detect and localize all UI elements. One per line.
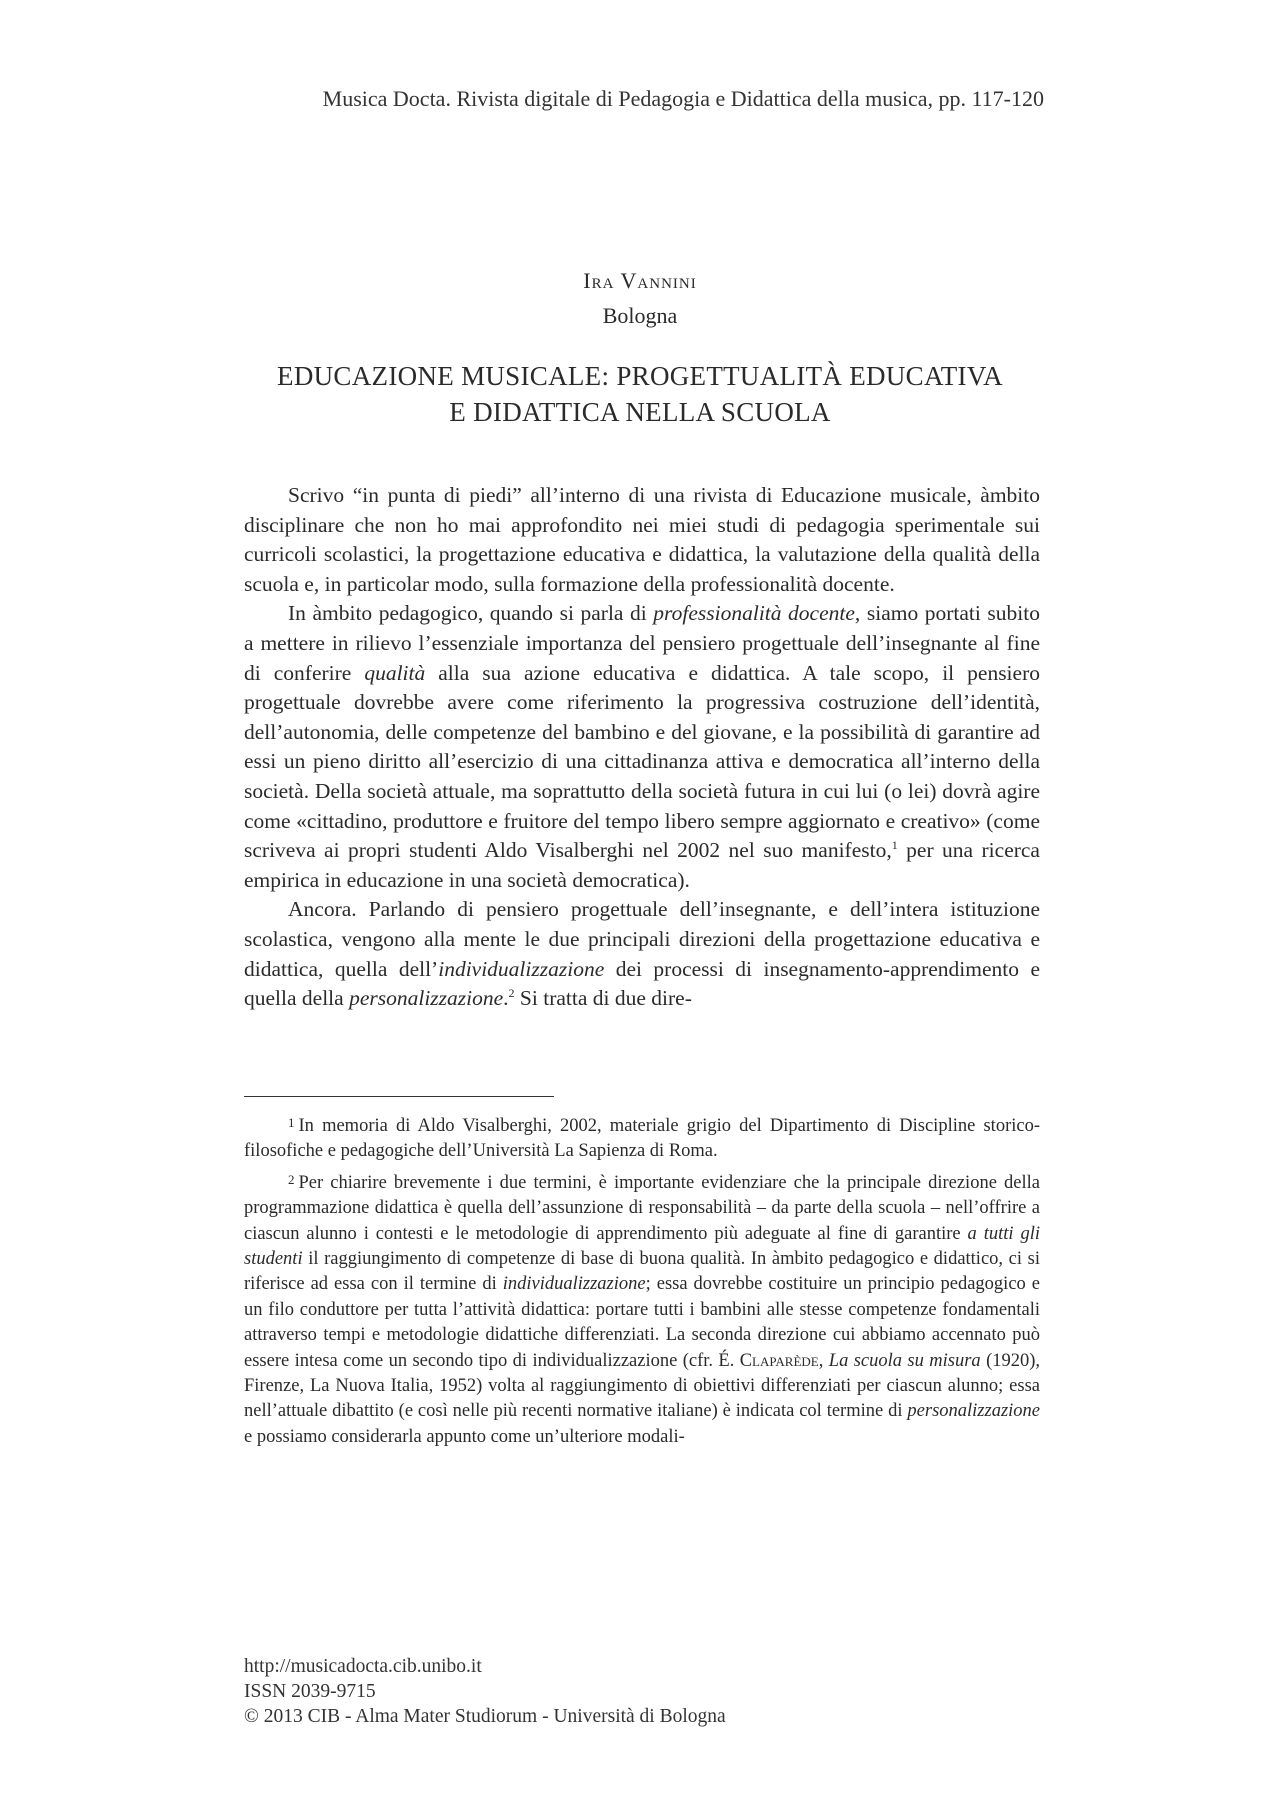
page-footer xyxy=(244,1654,726,1729)
title-line-2: E DIDATTICA NELLA SCUOLA xyxy=(449,397,831,427)
footnote-2: $^2$ Per chiarire brevemente i due termini, è importante evidenziare che la principale direzione della programmazione didattica è quella dell’assunzione di responsabilità – da parte della scuola – nell’offrire a ciascun alunno i contesti e le metodologie di apprendimento più adeguate al fine di garantire a tutti gli studenti il raggiungimento di competenze di base di buona qualità. In àmbito pedagogico e didattico, ci si riferisce ad essa con il termine di individualizzazione; essa dovrebbe costituire un principio pedagogico e un filo conduttore per tutta l’attività didattica: portare tutti i bambini alle stesse competenze fondamentali attraverso tempi e metodologie didattiche differenziati. La seconda direzione cui abbiamo accennato può essere intesa come un secondo tipo di individualizzazione (cfr. É. Claparède, La scuola su misura (1920), Firenze, La Nuova Italia, 1952) volta al raggiungimento di obiettivi differenziati per ciascun alunno; essa nell’attuale dibattito (e così nelle più recenti normative italiane) è indicata col termine di personalizzazione e possiamo considerarla appunto come un’ulteriore modali- xyxy=(244,1171,1041,1447)
footnote-divider xyxy=(244,1096,554,1097)
footnote-number-2: 2 xyxy=(288,1171,295,1187)
footnote-1: $^1$ In memoria di Aldo Visalberghi, 2002, materiale grigio del Dipartimento di Discipline storico-filosofiche e pedagogiche dell’Università La Sapienza di Roma. xyxy=(244,1115,1040,1162)
footnotes xyxy=(244,1110,1040,1452)
article-body xyxy=(244,481,1040,1014)
article-title xyxy=(0,358,1280,430)
paragraph-2: In àmbito pedagogico, quando si parla di professionalità docente, siamo portati subito a mettere in rilievo l’essenziale importanza del pensiero progettuale dell’insegnante al fine di conferire qualità alla sua azione educativa e didattica. A tale scopo, il pensiero progettuale dovrebbe avere come riferimento la progressiva costruzione dell’identità, dell’autonomia, delle competenze del bambino e del giovane, e la possibilità di garantire ad essi un pieno diritto all’esercizio di una cittadinanza attiva e democratica all’interno della società. Della società attuale, ma soprattutto della società futura in cui lui (o lei) dovrà agire come «cittadino, produttore e fruitore del tempo libero sempre aggiornato e creativo» (come scriveva ai propri studenti Aldo Visalberghi nel 2002 nel suo manifesto,$^1$ per una ricerca empirica in educazione in una società democratica). xyxy=(244,601,1040,892)
author-name: Ira Vannini xyxy=(583,268,697,293)
footnote-ref-2[interactable]: 2 xyxy=(508,985,515,1000)
footnote-ref-1[interactable]: 1 xyxy=(891,837,898,852)
title-line-1: EDUCAZIONE MUSICALE: PROGETTUALITÀ EDUCATIVA xyxy=(277,361,1003,391)
running-head: Musica Docta. Rivista digitale di Pedagogia e Didattica della musica, pp. 117-120 xyxy=(322,86,1044,111)
author-affiliation: Bologna xyxy=(602,303,678,328)
footer-url[interactable]: http://musicadocta.cib.unibo.it xyxy=(244,1656,482,1677)
paragraph-3: Ancora. Parlando di pensiero progettuale dell’insegnante, e dell’intera istituzione scolastica, vengono alla mente le due principali direzioni della progettazione educativa e didattica, quella dell’individualizzazione dei processi di insegnamento-apprendimento e quella della personalizzazione.$^2$ Si tratta di due dire- xyxy=(244,897,1040,1011)
paragraph-1: Scrivo “in punta di piedi” all’interno di una rivista di Educazione musicale, àmbito disciplinare che non ho mai approfondito nei miei studi di pedagogia sperimentale sui curricoli scolastici, la progettazione educativa e didattica, la valutazione della qualità della scuola e, in particolar modo, sulla formazione della professionalità docente. xyxy=(244,483,1040,596)
footer-copyright: © 2013 CIB - Alma Mater Studiorum - Università di Bologna xyxy=(244,1706,726,1727)
footnote-number-1: 1 xyxy=(288,1115,295,1130)
footer-issn: ISSN 2039-9715 xyxy=(244,1681,376,1702)
